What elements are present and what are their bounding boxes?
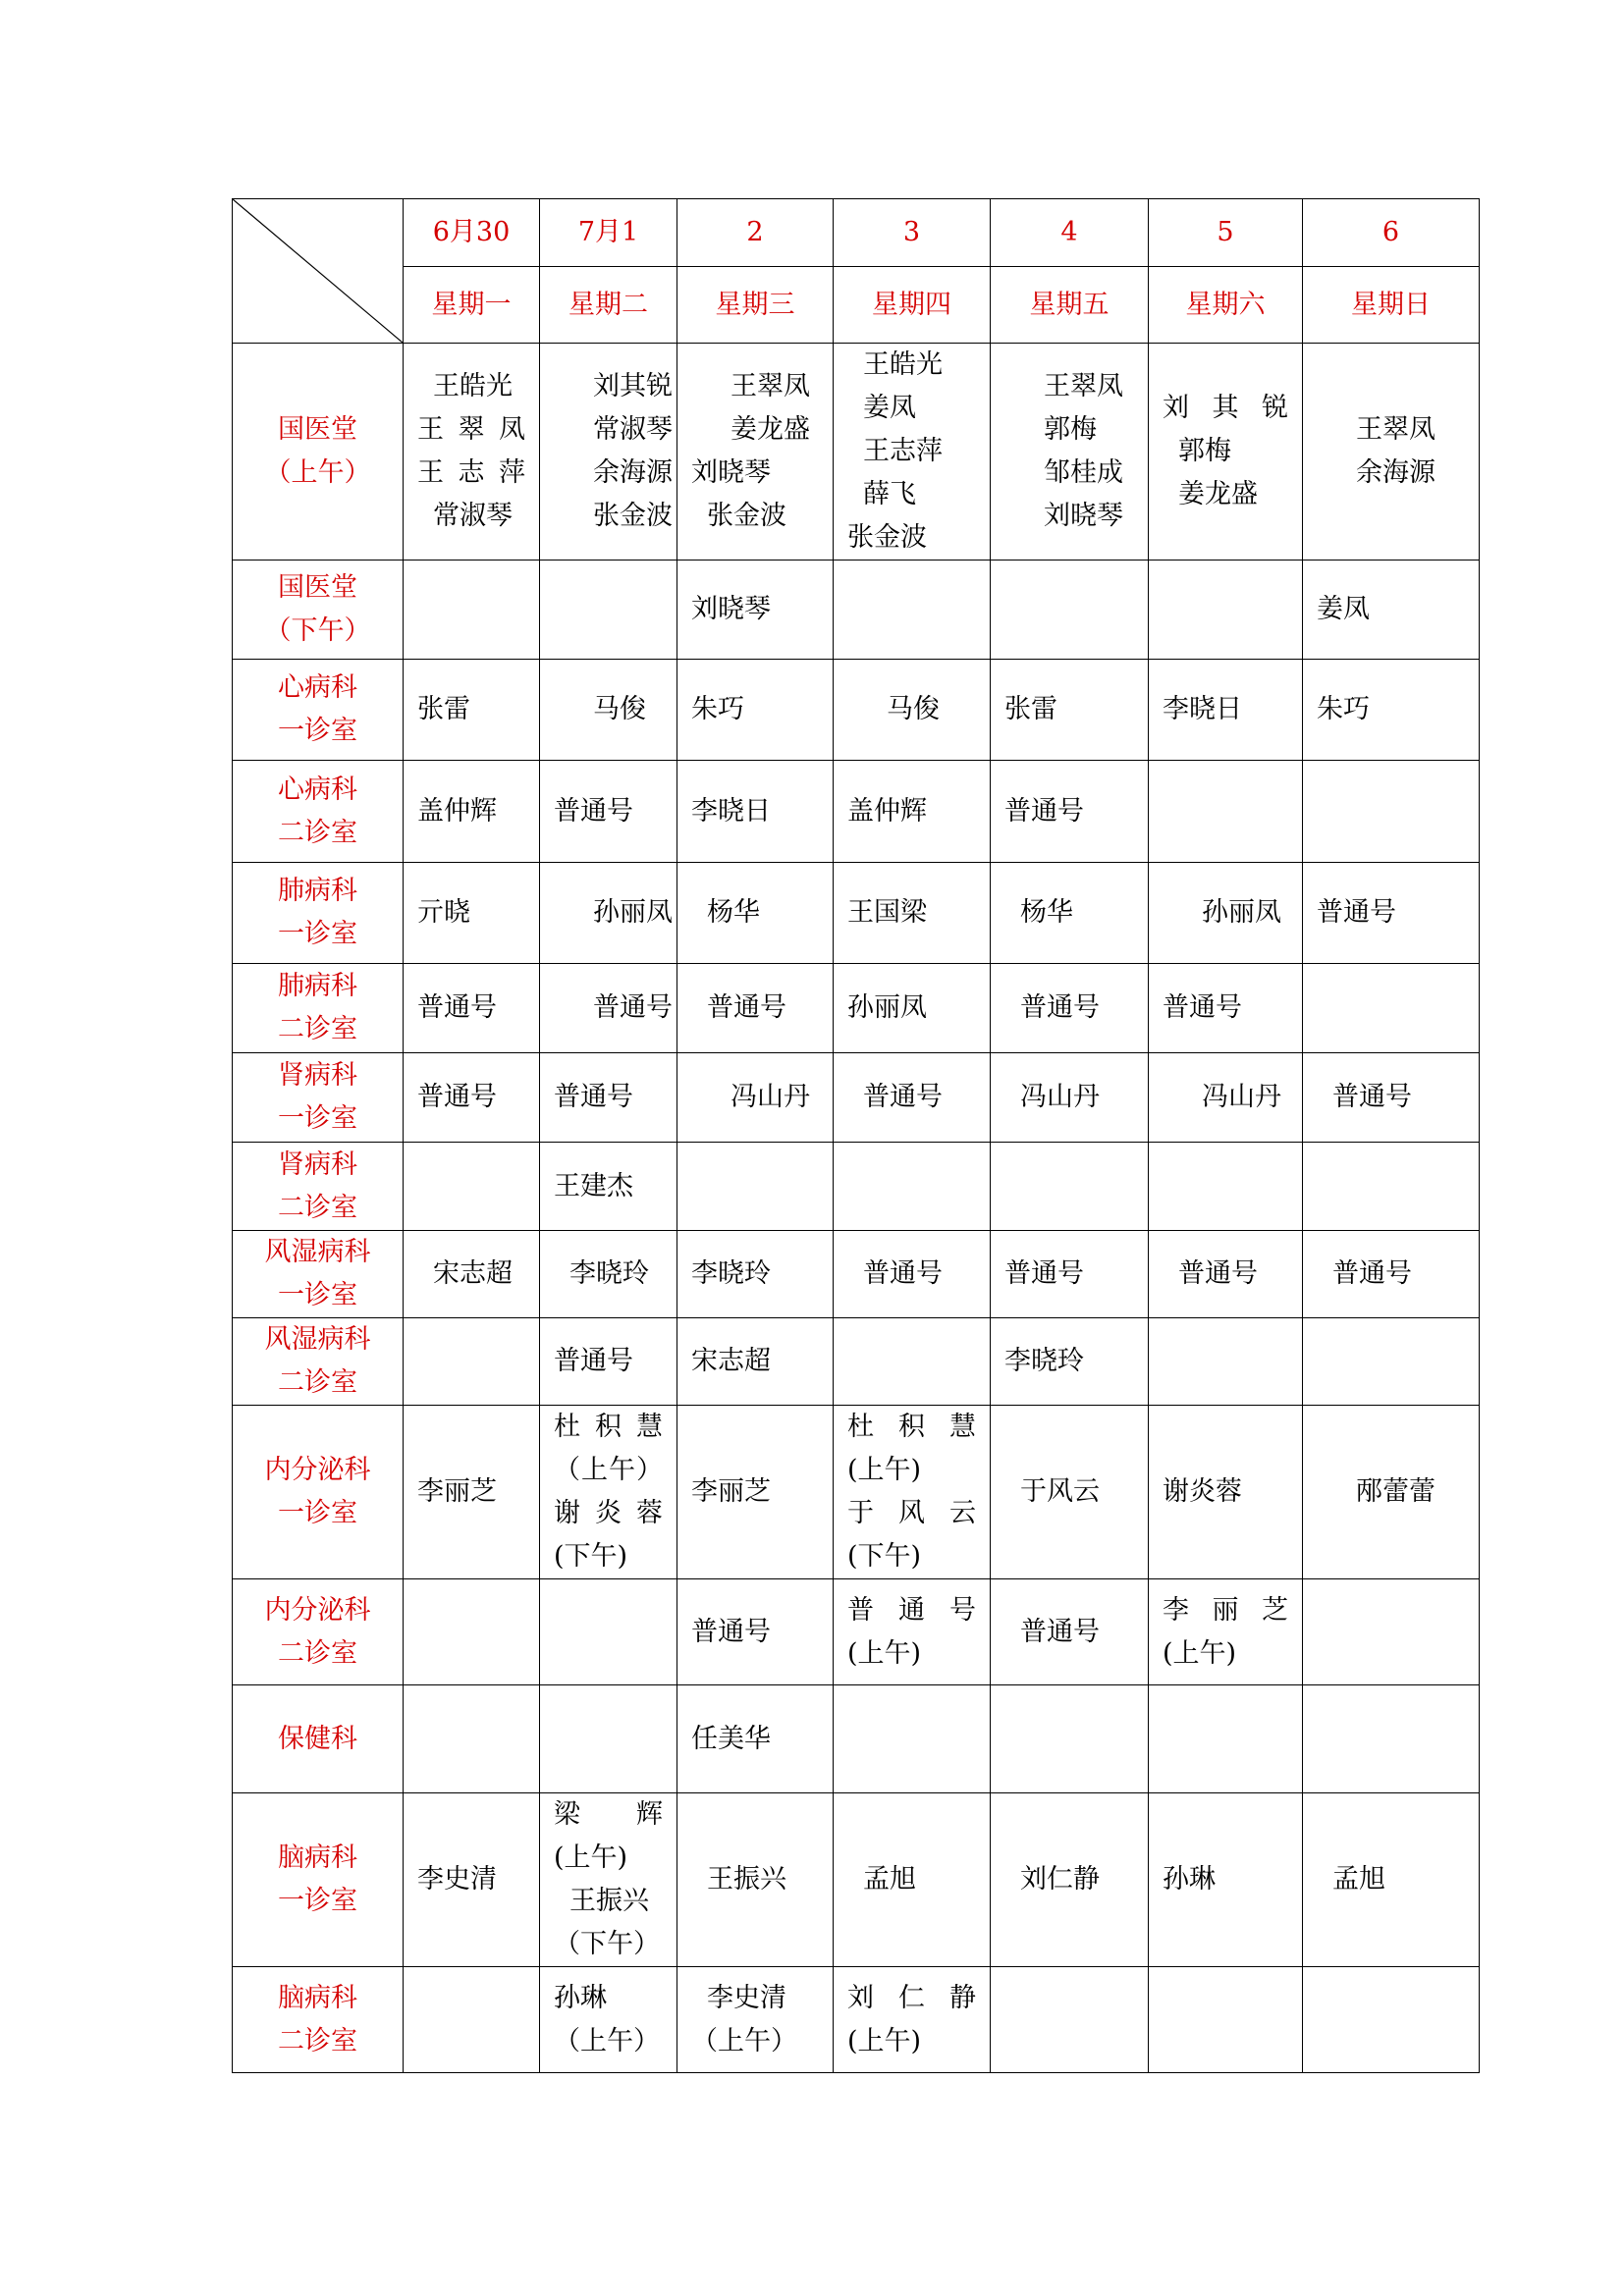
schedule-cell <box>540 1967 677 2073</box>
doctor-name: 王皓光 <box>433 371 513 401</box>
schedule-cell <box>677 863 834 964</box>
doctor-name: 王建杰 <box>554 1170 633 1201</box>
date-cell: 7月1 <box>540 199 677 267</box>
department-label: （下午） <box>264 615 371 646</box>
doctor-name: 王翠凤 <box>1044 371 1123 401</box>
schedule-cell <box>991 561 1149 660</box>
doctor-name: 普通号 <box>1004 1258 1084 1289</box>
schedule-cell <box>1149 761 1303 863</box>
department-label: 肺病科 <box>278 876 357 906</box>
doctor-name: 王 志 萍 <box>417 457 525 488</box>
schedule-row <box>233 660 1480 761</box>
doctor-name: 李史清 <box>417 1864 497 1895</box>
schedule-row <box>233 1406 1480 1579</box>
doctor-name: (下午) <box>847 1541 922 1572</box>
doctor-name: 王振兴 <box>569 1886 649 1916</box>
schedule-cell <box>991 1793 1149 1967</box>
schedule-cell <box>834 1143 991 1231</box>
schedule-cell <box>1303 1579 1480 1685</box>
schedule-row <box>233 344 1480 561</box>
doctor-name: 孙丽凤 <box>593 897 673 928</box>
schedule-cell <box>1303 1685 1480 1793</box>
schedule-cell <box>1149 863 1303 964</box>
department-label: 二诊室 <box>278 1637 357 1669</box>
doctor-name: 姜龙盛 <box>1178 479 1258 509</box>
schedule-row <box>233 1967 1480 2073</box>
schedule-cell <box>677 1685 834 1793</box>
department-cell <box>233 344 404 561</box>
doctor-name: 杨华 <box>1020 897 1073 928</box>
schedule-cell <box>1149 1793 1303 1967</box>
doctor-name: （上午） <box>554 2025 660 2056</box>
schedule-cell <box>540 1685 677 1793</box>
schedule-cell <box>540 1318 677 1406</box>
weekday-cell: 星期四 <box>834 267 991 344</box>
doctor-name: 冯山丹 <box>1020 1082 1100 1112</box>
schedule-cell <box>540 964 677 1053</box>
schedule-cell <box>404 863 540 964</box>
schedule-cell <box>677 1318 834 1406</box>
schedule-row <box>233 1143 1480 1231</box>
schedule-cell <box>834 561 991 660</box>
doctor-name: 朱巧 <box>691 694 744 724</box>
doctor-name: 盖仲辉 <box>417 795 497 827</box>
date-cell: 2 <box>677 199 834 267</box>
schedule-row <box>233 1231 1480 1318</box>
department-cell <box>233 1579 404 1685</box>
schedule-row <box>233 1579 1480 1685</box>
department-label: （上午） <box>264 457 371 488</box>
doctor-name: 刘晓琴 <box>691 457 771 488</box>
schedule-cell <box>1149 344 1303 561</box>
department-label: 保健科 <box>278 1723 357 1754</box>
schedule-cell <box>1149 660 1303 761</box>
doctor-name: 王翠凤 <box>731 371 810 401</box>
doctor-name: 普通号 <box>1178 1258 1258 1289</box>
date-cell: 4 <box>991 199 1149 267</box>
doctor-name: 李晓玲 <box>1004 1346 1084 1376</box>
schedule-cell <box>677 344 834 561</box>
doctor-name: 张金波 <box>593 501 673 531</box>
schedule-cell <box>1149 1231 1303 1318</box>
schedule-cell <box>677 964 834 1053</box>
schedule-cell <box>677 561 834 660</box>
doctor-name: 谢炎蓉 <box>1163 1476 1242 1507</box>
doctor-name: 刘晓琴 <box>691 594 771 624</box>
doctor-name: 刘仁静 <box>1020 1864 1100 1895</box>
schedule-cell <box>834 344 991 561</box>
doctor-name: 王翠凤 <box>1356 414 1435 445</box>
schedule-cell <box>677 1967 834 2073</box>
doctor-name: 普通号 <box>417 1082 497 1112</box>
schedule-cell <box>991 1143 1149 1231</box>
department-label: 一诊室 <box>278 1886 357 1916</box>
department-label: 内分泌科 <box>264 1455 371 1485</box>
doctor-name: 薛飞 <box>863 479 916 509</box>
schedule-cell <box>991 964 1149 1053</box>
schedule-cell <box>1303 1231 1480 1318</box>
department-label: 一诊室 <box>278 919 357 949</box>
department-label: 脑病科 <box>278 1982 357 2013</box>
doctor-name: 马俊 <box>887 694 940 724</box>
corner-cell <box>233 199 404 344</box>
doctor-name: 普通号 <box>1332 1082 1412 1112</box>
schedule-cell <box>1149 1967 1303 2073</box>
schedule-cell <box>404 1967 540 2073</box>
schedule-cell <box>834 863 991 964</box>
department-label: 心病科 <box>278 672 357 703</box>
schedule-cell <box>991 660 1149 761</box>
schedule-cell <box>834 1231 991 1318</box>
doctor-name: 普通号 <box>707 992 786 1023</box>
department-label: 肾病科 <box>278 1148 357 1180</box>
schedule-cell <box>834 1685 991 1793</box>
schedule-row <box>233 1685 1480 1793</box>
doctor-name: (下午) <box>554 1541 628 1572</box>
weekday-cell: 星期一 <box>404 267 540 344</box>
schedule-cell <box>1303 561 1480 660</box>
schedule-row <box>233 761 1480 863</box>
department-cell <box>233 1053 404 1143</box>
doctor-name: 孙琳 <box>554 1982 607 2013</box>
department-label: 肾病科 <box>278 1060 357 1091</box>
doctor-name: 刘其锐 <box>593 371 673 401</box>
doctor-name: （上午） <box>691 2025 797 2056</box>
schedule-cell <box>834 1406 991 1579</box>
schedule-row <box>233 561 1480 660</box>
schedule-cell <box>834 1318 991 1406</box>
doctor-name: 常淑琴 <box>433 501 513 531</box>
department-cell <box>233 1685 404 1793</box>
doctor-name: 常淑琴 <box>593 414 673 445</box>
schedule-cell <box>991 761 1149 863</box>
schedule-cell <box>834 1579 991 1685</box>
doctor-name: 普通号 <box>1317 897 1396 928</box>
schedule-cell <box>540 344 677 561</box>
schedule-cell <box>1303 1406 1480 1579</box>
schedule-cell <box>991 1318 1149 1406</box>
schedule-cell <box>404 1318 540 1406</box>
doctor-name: （下午） <box>554 1929 660 1959</box>
doctor-name: 张金波 <box>847 522 927 553</box>
schedule-cell <box>834 1967 991 2073</box>
schedule-cell <box>677 1406 834 1579</box>
doctor-name: 盖仲辉 <box>847 795 927 827</box>
schedule-cell <box>540 1231 677 1318</box>
department-cell <box>233 1406 404 1579</box>
doctor-name: 张雷 <box>417 694 470 724</box>
schedule-cell <box>1303 761 1480 863</box>
doctor-name: 普通号 <box>1163 992 1242 1023</box>
schedule-cell <box>404 344 540 561</box>
doctor-name: 宋志超 <box>433 1258 513 1289</box>
doctor-name: 李晓日 <box>691 795 771 827</box>
department-label: 一诊室 <box>278 1498 357 1528</box>
doctor-name: 余海源 <box>593 457 673 488</box>
schedule-cell <box>404 1406 540 1579</box>
schedule-cell <box>1149 1318 1303 1406</box>
schedule-cell <box>540 863 677 964</box>
weekday-cell: 星期日 <box>1303 267 1480 344</box>
schedule-cell <box>404 1053 540 1143</box>
schedule-cell <box>404 964 540 1053</box>
schedule-cell <box>677 1231 834 1318</box>
doctor-name: (上午) <box>847 1455 922 1485</box>
doctor-name: 朱巧 <box>1317 694 1370 724</box>
doctor-name: 李史清 <box>707 1982 786 2013</box>
schedule-cell <box>540 1579 677 1685</box>
weekday-cell: 星期二 <box>540 267 677 344</box>
doctor-name: (上午) <box>554 1842 628 1873</box>
schedule-cell <box>1303 1967 1480 2073</box>
doctor-name: 普通号 <box>691 1616 771 1647</box>
doctor-name: 杨华 <box>707 897 760 928</box>
weekday-cell: 星期六 <box>1149 267 1303 344</box>
schedule-cell <box>1303 1143 1480 1231</box>
schedule-cell <box>1303 863 1480 964</box>
schedule-cell <box>991 1685 1149 1793</box>
doctor-name: 王志萍 <box>863 436 943 466</box>
department-label: 二诊室 <box>278 817 357 848</box>
doctor-name: 李晓玲 <box>691 1258 771 1289</box>
weekday-cell: 星期三 <box>677 267 834 344</box>
doctor-name: 刘晓琴 <box>1044 501 1123 531</box>
schedule-row <box>233 1318 1480 1406</box>
doctor-name: 李丽芝 <box>691 1476 771 1507</box>
schedule-row <box>233 1793 1480 1967</box>
doctor-name: 姜凤 <box>1317 594 1370 624</box>
schedule-cell <box>540 660 677 761</box>
doctor-name: 邹桂成 <box>1044 457 1123 488</box>
doctor-name: 邴蕾蕾 <box>1356 1476 1435 1507</box>
doctor-name: 普通号 <box>1020 1616 1100 1647</box>
schedule-cell <box>834 1793 991 1967</box>
schedule-cell <box>540 561 677 660</box>
schedule-cell <box>991 1406 1149 1579</box>
schedule-cell <box>991 344 1149 561</box>
doctor-name: 孟旭 <box>863 1864 916 1895</box>
doctor-name: 于 风 云 <box>847 1498 976 1528</box>
weekday-row <box>233 267 1480 344</box>
doctor-name: 李丽芝 <box>417 1476 497 1507</box>
schedule-cell <box>991 1967 1149 2073</box>
department-label: 风湿病科 <box>264 1324 371 1355</box>
doctor-name: (上午) <box>847 1637 922 1669</box>
schedule-cell <box>1303 1053 1480 1143</box>
schedule-cell <box>1149 1143 1303 1231</box>
doctor-name: 马俊 <box>593 694 646 724</box>
schedule-cell <box>540 1053 677 1143</box>
department-label: 肺病科 <box>278 971 357 1001</box>
doctor-name: 李晓玲 <box>569 1258 649 1289</box>
doctor-name: 谢 炎 蓉 <box>554 1498 663 1528</box>
doctor-name: 梁 辉 <box>554 1799 663 1830</box>
schedule-cell <box>1149 1406 1303 1579</box>
department-cell <box>233 761 404 863</box>
doctor-name: 姜凤 <box>863 393 916 423</box>
schedule-cell <box>1149 1579 1303 1685</box>
doctor-name: 杜 积 慧 <box>554 1412 663 1442</box>
doctor-name: 王国梁 <box>847 897 927 928</box>
department-cell <box>233 1231 404 1318</box>
doctor-name: 杜 积 慧 <box>847 1412 976 1442</box>
department-label: 一诊室 <box>278 1103 357 1134</box>
doctor-name: 孙丽凤 <box>847 992 927 1023</box>
schedule-cell <box>404 660 540 761</box>
department-cell <box>233 1793 404 1967</box>
doctor-name: 张金波 <box>707 501 786 531</box>
department-label: 风湿病科 <box>264 1237 371 1267</box>
schedule-cell <box>1303 964 1480 1053</box>
doctor-name: （上午） <box>554 1455 663 1485</box>
date-cell: 5 <box>1149 199 1303 267</box>
department-label: 二诊室 <box>278 2025 357 2056</box>
doctor-name: 普通号 <box>554 1082 633 1112</box>
doctor-name: (上午) <box>1163 1637 1237 1669</box>
schedule-row <box>233 863 1480 964</box>
schedule-cell <box>991 1579 1149 1685</box>
doctor-name: 冯山丹 <box>1202 1082 1281 1112</box>
schedule-cell <box>834 964 991 1053</box>
doctor-name: 张雷 <box>1004 694 1057 724</box>
doctor-name: 普通号 <box>1332 1258 1412 1289</box>
duty-schedule-table <box>232 198 1480 2073</box>
schedule-cell <box>404 1793 540 1967</box>
department-label: 一诊室 <box>278 716 357 746</box>
doctor-name: 普通号 <box>863 1082 943 1112</box>
doctor-name: 王振兴 <box>707 1864 786 1895</box>
schedule-cell <box>1149 1053 1303 1143</box>
doctor-name: 宋志超 <box>691 1346 771 1376</box>
schedule-cell <box>404 1579 540 1685</box>
doctor-name: 刘 其 锐 <box>1163 393 1288 423</box>
schedule-cell <box>677 1143 834 1231</box>
department-cell <box>233 1143 404 1231</box>
schedule-cell <box>540 761 677 863</box>
schedule-cell <box>834 761 991 863</box>
doctor-name: 普通号 <box>863 1258 943 1289</box>
department-label: 二诊室 <box>278 1192 357 1223</box>
department-cell <box>233 1967 404 2073</box>
doctor-name: 普 通 号 <box>847 1594 976 1626</box>
schedule-cell <box>1149 561 1303 660</box>
doctor-name: 亓晓 <box>417 897 470 928</box>
date-row <box>233 199 1480 267</box>
schedule-cell <box>677 1793 834 1967</box>
department-label: 心病科 <box>278 774 357 805</box>
schedule-cell <box>677 1053 834 1143</box>
department-label: 一诊室 <box>278 1280 357 1310</box>
schedule-cell <box>404 1685 540 1793</box>
schedule-cell <box>991 1231 1149 1318</box>
schedule-cell <box>677 660 834 761</box>
schedule-cell <box>677 1579 834 1685</box>
date-cell: 6 <box>1303 199 1480 267</box>
doctor-name: 余海源 <box>1356 457 1435 488</box>
schedule-cell <box>991 863 1149 964</box>
department-label: 国医堂 <box>278 414 357 445</box>
doctor-name: 于风云 <box>1020 1476 1100 1507</box>
department-cell <box>233 660 404 761</box>
doctor-name: 刘 仁 静 <box>847 1982 976 2013</box>
doctor-name: 任美华 <box>691 1723 771 1754</box>
department-label: 国医堂 <box>278 572 357 603</box>
doctor-name: 李晓日 <box>1163 694 1242 724</box>
schedule-row <box>233 964 1480 1053</box>
date-cell: 6月30 <box>404 199 540 267</box>
department-label: 脑病科 <box>278 1842 357 1873</box>
doctor-name: 姜龙盛 <box>731 414 810 445</box>
department-label: 二诊室 <box>278 1014 357 1044</box>
doctor-name: 普通号 <box>1020 992 1100 1023</box>
schedule-cell <box>1303 1318 1480 1406</box>
schedule-cell <box>540 1143 677 1231</box>
weekday-cell: 星期五 <box>991 267 1149 344</box>
schedule-cell <box>834 660 991 761</box>
department-cell <box>233 964 404 1053</box>
department-cell <box>233 1318 404 1406</box>
doctor-name: 普通号 <box>554 1346 633 1376</box>
schedule-row <box>233 1053 1480 1143</box>
schedule-cell <box>1149 1685 1303 1793</box>
schedule-cell <box>404 1231 540 1318</box>
doctor-name: 王皓光 <box>863 349 943 380</box>
schedule-cell <box>404 1143 540 1231</box>
department-cell <box>233 561 404 660</box>
schedule-cell <box>1303 660 1480 761</box>
schedule-cell <box>1149 964 1303 1053</box>
doctor-name: 普通号 <box>554 795 633 827</box>
schedule-cell <box>991 1053 1149 1143</box>
schedule-cell <box>1303 344 1480 561</box>
schedule-cell <box>1303 1793 1480 1967</box>
schedule-cell <box>404 561 540 660</box>
doctor-name: 王 翠 凤 <box>417 414 525 445</box>
schedule-cell <box>540 1406 677 1579</box>
date-cell: 3 <box>834 199 991 267</box>
doctor-name: (上午) <box>847 2025 922 2056</box>
doctor-name: 普通号 <box>593 992 673 1023</box>
doctor-name: 郭梅 <box>1178 436 1231 466</box>
doctor-name: 郭梅 <box>1044 414 1097 445</box>
schedule-cell <box>404 761 540 863</box>
doctor-name: 孙琳 <box>1163 1864 1216 1895</box>
diagonal-line-icon <box>233 199 403 343</box>
doctor-name: 孟旭 <box>1332 1864 1385 1895</box>
schedule-cell <box>834 1053 991 1143</box>
schedule-cell <box>540 1793 677 1967</box>
doctor-name: 孙丽凤 <box>1202 897 1281 928</box>
doctor-name: 冯山丹 <box>731 1082 810 1112</box>
department-label: 二诊室 <box>278 1367 357 1398</box>
doctor-name: 普通号 <box>1004 795 1084 827</box>
doctor-name: 李 丽 芝 <box>1163 1594 1288 1626</box>
department-label: 内分泌科 <box>264 1594 371 1626</box>
department-cell <box>233 863 404 964</box>
doctor-name: 普通号 <box>417 992 497 1023</box>
schedule-cell <box>677 761 834 863</box>
